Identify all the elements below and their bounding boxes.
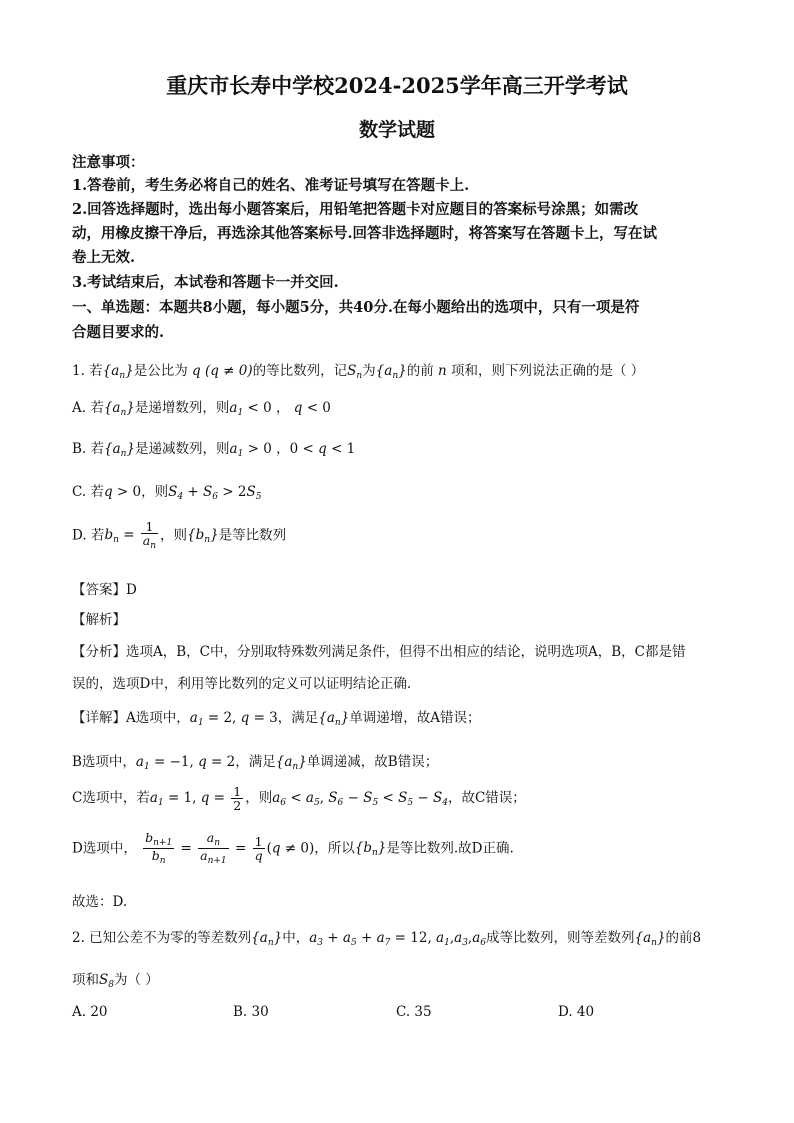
q2-stem-line-2: 项和$S_8$为（ ） (72, 972, 159, 990)
page-subtitle: 数学试题 (358, 119, 435, 141)
notice-item-3: 3.考试结束后，本试卷和答题卡一并交回. (72, 274, 339, 291)
q1-option-d: D. 若$b_n$ = $\frac{1}{a_n}$ ，则$\{b_n\}$是等比数列 (72, 519, 287, 552)
page-title: 重庆市长寿中学校2024-2025学年高三开学考试 (166, 73, 628, 98)
q2-option-b: B. 30 (233, 1004, 269, 1020)
q1-fenxi-line-2: 误的，选项D中，利用等比数列的定义可以证明结论正确. (72, 676, 412, 692)
q1-choose: 故选：D. (72, 894, 128, 910)
section-heading-2: 合题目要求的. (72, 324, 165, 341)
q1-stem: 1. 若$\{a_n\}$是公比为 q (q ≠ 0)的等比数列，记$S_n$为$\{a_n\}$的前 n 项和，则下列说法正确的是（ ） (72, 363, 645, 381)
q1-fenxi-line-1: 【分析】选项A，B，C中，分别取特殊数列满足条件，但得不出相应的结论，说明选项A，B，C都是错 (72, 644, 686, 660)
q1-detail-d: D选项中， $\frac{b_{n+1}}{b_n}$ = $\frac{a_n}{a_{n+1}}$ = $\frac{1}{q}$ (q ≠ 0)，所以$\{b_n\}$是等比数列.故D正确. (72, 830, 514, 867)
q1-option-b: B. 若$\{a_n\}$是递减数列，则$a_1 > 0$ ，0 < q < 1 (72, 441, 356, 459)
q1-analysis-tag: 【解析】 (72, 612, 126, 628)
q1-detail-c: C选项中，若$a_1 = 1$, q = $\frac{1}{2}$ ，则$a_6 < a_5$, $S_6 - S_5 < S_5 - S_4$，故C错误； (72, 784, 526, 814)
section-heading-1: 一、单选题：本题共8小题，每小题5分，共40分.在每小题给出的选项中，只有一项是符 (72, 299, 640, 316)
notice-item-2a: 2.回答选择题时，选出每小题答案后，用铅笔把答题卡对应题目的答案标号涂黑；如需改 (72, 201, 639, 218)
notice-item-1: 1.答卷前，考生务必将自己的姓名、准考证号填写在答题卡上. (72, 177, 470, 194)
q2-option-d: D. 40 (558, 1004, 595, 1020)
q1-option-a: A. 若$\{a_n\}$是递增数列，则$a_1 < 0$ ， q < 0 (72, 400, 331, 418)
notice-heading: 注意事项： (72, 154, 145, 171)
q2-option-c: C. 35 (396, 1004, 432, 1020)
q1-detail-b: B选项中，$a_1 = -1$, q = 2，满足$\{a_n\}$单调递减，故B错误； (72, 754, 439, 772)
q1-answer: 【答案】D (72, 582, 137, 598)
notice-item-2b: 动，用橡皮擦干净后，再选涂其他答案标号.回答非选择题时，将答案写在答题卡上，写在试 (72, 225, 658, 242)
q1-option-c: C. 若q > 0，则$S_4 + S_6 > 2S_5$ (72, 484, 262, 502)
q1-detail-a: 【详解】A选项中，$a_1 = 2$, q = 3，满足$\{a_n\}$单调递增，故A错误； (72, 710, 481, 728)
q2-stem: 2. 已知公差不为零的等差数列$\{a_n\}$中，$a_3 + a_5 + a_7 = 12$, $a_1,a_3,a_6$成等比数列，则等差数列$\{a_n\}$的前8 (72, 930, 702, 948)
notice-item-2c: 卷上无效. (72, 249, 136, 266)
q2-option-a: A. 20 (72, 1004, 108, 1020)
